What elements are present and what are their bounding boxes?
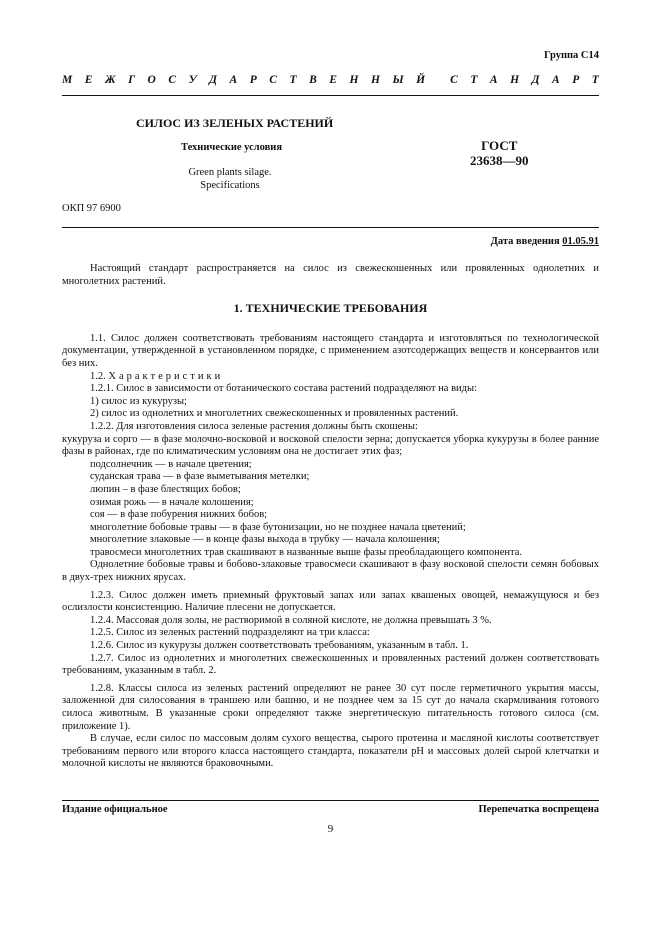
paragraph-1-1: 1.1. Силос должен соответствовать требованиям настоящего стандарта и изготовляться по технологической документации, утвержденной в установленном порядке, с применением азотсодержащих веществ и консервантов или без них. bbox=[62, 332, 599, 369]
gost-label: ГОСТ bbox=[481, 138, 518, 153]
masthead-letter: С bbox=[450, 74, 458, 86]
page-number: 9 bbox=[327, 823, 334, 835]
masthead-letter: Н bbox=[370, 74, 380, 86]
list-item: кукуруза и сорго — в фазе молочно-восковой и восковой спелости зерна; допускается уборка кукурузы в более ранние фазы в районах, где по климатическим условиям она не достигает этих фаз; bbox=[62, 433, 599, 458]
list-item: люпин – в фазе блестящих бобов; bbox=[90, 483, 241, 495]
masthead-letter: Д bbox=[531, 74, 540, 86]
date-label: Дата введения bbox=[490, 236, 560, 247]
masthead-letter: А bbox=[229, 74, 238, 86]
masthead-letter: С bbox=[269, 74, 277, 86]
paragraph-last: В случае, если силос по массовым долям сухого вещества, сырого протеина и масляной кислоты соответствует требованиям первого или второго класса настоящего стандарта, показатели pH и массовых долей сырой клетчатки и молочной кислоты не являются браковочными. bbox=[62, 733, 599, 770]
masthead-letter: Ж bbox=[104, 74, 116, 86]
okp-code: ОКП 97 6900 bbox=[62, 203, 121, 214]
section-heading: 1. ТЕХНИЧЕСКИЕ ТРЕБОВАНИЯ bbox=[233, 301, 428, 316]
paragraph-1-2-5: 1.2.5. Силос из зеленых растений подразделяют на три класса: bbox=[90, 627, 370, 639]
gost-number bbox=[470, 138, 529, 168]
gost-code: 23638—90 bbox=[470, 153, 529, 168]
introduction-date bbox=[491, 236, 599, 247]
masthead-letter: Т bbox=[591, 74, 599, 86]
title-rule bbox=[62, 227, 599, 228]
paragraph-1-2-6: 1.2.6. Силос из кукурузы должен соответствовать требованиям, указанным в табл. 1. bbox=[90, 640, 469, 652]
paragraph-1-2-number: 1.2. bbox=[90, 370, 106, 382]
english-title bbox=[170, 166, 290, 192]
footer-rule bbox=[62, 800, 599, 801]
masthead-letter: Р bbox=[249, 74, 257, 86]
list-item: травосмеси многолетних трав скашивают в названные выше фазы преобладающего компонента. bbox=[90, 546, 523, 558]
masthead-letter: Ы bbox=[392, 74, 404, 86]
paragraph-1-2-3: 1.2.3. Силос должен иметь приемный фруктовый запах или запах квашеных овощей, немажущуюся и без ослизлости консистенцию. Наличие плесени не допускается. bbox=[62, 589, 599, 614]
paragraph-1-2-4: 1.2.4. Массовая доля золы, не растворимой в соляной кислоте, не должна превышать 3 %. bbox=[90, 614, 492, 626]
masthead-letter: Е bbox=[329, 74, 337, 86]
masthead-letter: Н bbox=[510, 74, 520, 86]
list-item: подсолнечник — в начале цветения; bbox=[90, 458, 252, 470]
paragraph-1-2 bbox=[62, 371, 599, 384]
intro-paragraph: Настоящий стандарт распространяется на силос из свежескошенных или провяленных однолетних и многолетних растений. bbox=[62, 263, 599, 287]
masthead-letter: У bbox=[188, 74, 197, 86]
list-item: Однолетние бобовые травы и бобово-злаковые травосмеси скашивают в фазу восковой спелости семян бобовых в двух-трех нижних ярусах. bbox=[62, 559, 599, 584]
english-title-line1: Green plants silage. bbox=[188, 167, 272, 178]
paragraph-1-2-1-a: 1) силос из кукурузы; bbox=[90, 395, 187, 407]
list-item: многолетние злаковые — в конце фазы выхода в трубку — начала колошения; bbox=[90, 534, 440, 546]
header-rule bbox=[62, 95, 599, 96]
footer-edition: Издание официальное bbox=[62, 804, 168, 815]
date-value: 01.05.91 bbox=[562, 236, 599, 247]
masthead bbox=[62, 74, 599, 86]
masthead-letter: Г bbox=[128, 74, 136, 86]
document-title: СИЛОС ИЗ ЗЕЛЕНЫХ РАСТЕНИЙ bbox=[136, 116, 334, 130]
document-subtitle: Технические условия bbox=[181, 142, 283, 153]
masthead-letter: Е bbox=[84, 74, 93, 86]
group-code: Группа С14 bbox=[543, 50, 599, 61]
masthead-letter: А bbox=[489, 74, 498, 86]
masthead-letter: Р bbox=[572, 74, 580, 86]
masthead-letter: С bbox=[168, 74, 177, 86]
list-item: суданская трава — в фазе выметывания метелки; bbox=[90, 471, 310, 483]
paragraph-1-2-1: 1.2.1. Силос в зависимости от ботанического состава растений подразделяют на виды: bbox=[90, 383, 477, 395]
masthead-letter: В bbox=[309, 74, 317, 86]
paragraph-1-2-1-b: 2) силос из однолетних и многолетних свежескошенных и провяленных растений. bbox=[90, 408, 459, 420]
paragraph-1-2-8: 1.2.8. Классы силоса из зеленых растений определяют не ранее 30 сут после герметичного укрытия массы, заложенной для силосования в траншею или башню, и не позднее чем за 15 сут до начала скармливания готового силоса животным. В указанные сроки определяют также энергетическую питательность готового силоса (см. приложение 1). bbox=[62, 682, 599, 732]
masthead-letter: Т bbox=[470, 74, 478, 86]
document-body bbox=[62, 263, 599, 771]
paragraph-1-2-2: 1.2.2. Для изготовления силоса зеленые растения должны быть скошены: bbox=[90, 420, 418, 432]
masthead-letter: А bbox=[551, 74, 560, 86]
footer-reprint: Перепечатка воспрещена bbox=[478, 804, 599, 815]
paragraph-1-2-title: Характеристики bbox=[108, 370, 224, 382]
masthead-letter: Й bbox=[416, 74, 426, 86]
list-item: озимая рожь — в начале колошения; bbox=[90, 496, 254, 508]
masthead-letter: Т bbox=[289, 74, 297, 86]
english-title-line2: Specifications bbox=[200, 180, 260, 191]
paragraph-1-2-7: 1.2.7. Силос из однолетних и многолетних свежескошенных и провяленных растений должен соответствовать требованиям, указанным в табл. 2. bbox=[62, 652, 599, 677]
masthead-letter: Д bbox=[209, 74, 217, 86]
masthead-letter: О bbox=[147, 74, 156, 86]
list-item: соя — в фазе побурения нижних бобов; bbox=[90, 509, 268, 521]
masthead-letter: Н bbox=[349, 74, 359, 86]
list-item: многолетние бобовые травы — в фазе бутонизации, но не позднее начала цветений; bbox=[90, 521, 466, 533]
masthead-letter: М bbox=[62, 74, 73, 86]
